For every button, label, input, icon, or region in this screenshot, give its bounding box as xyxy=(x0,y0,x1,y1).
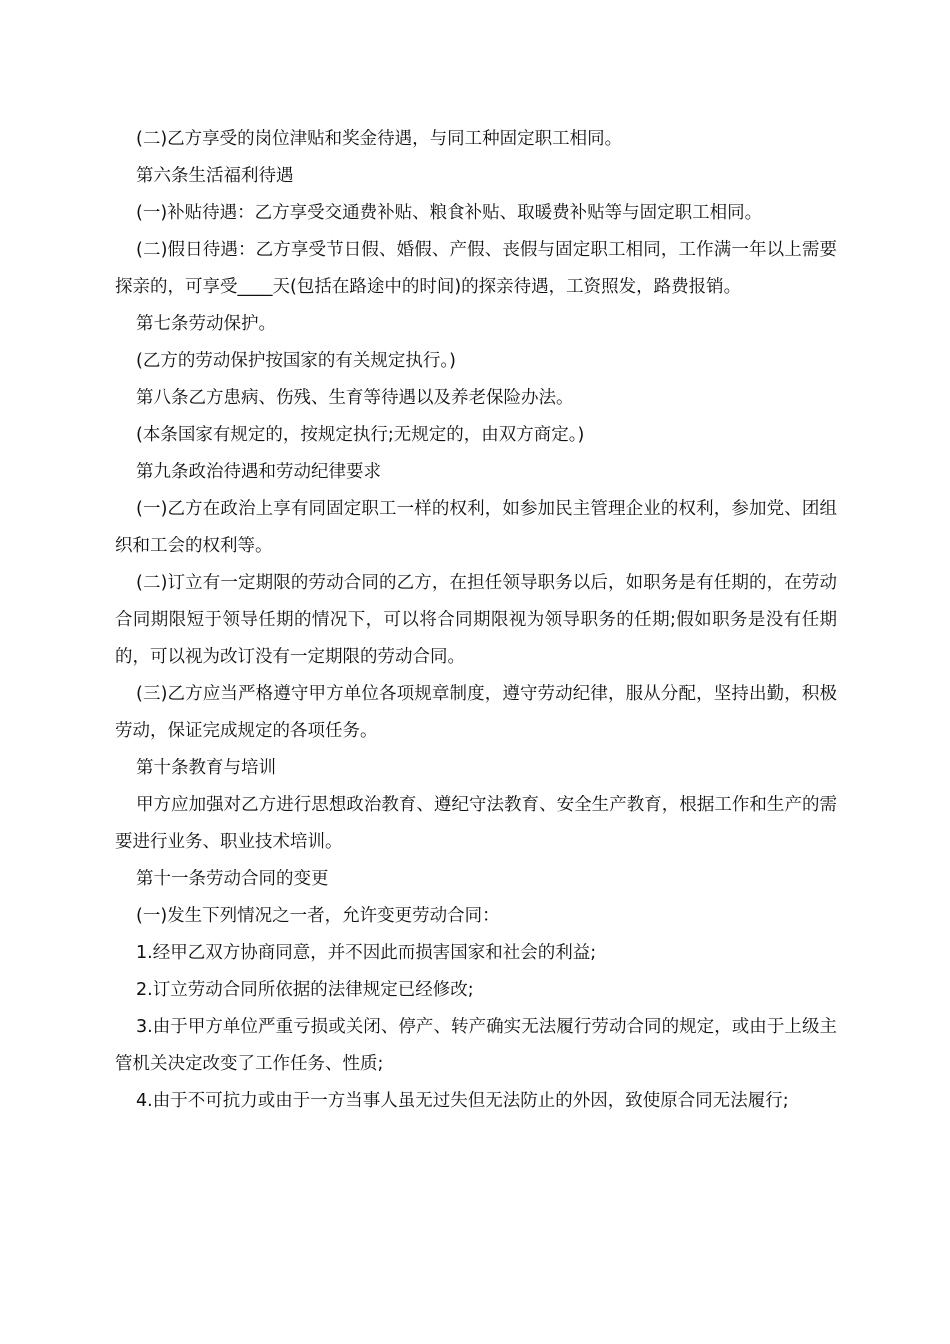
article-10-heading: 第十条教育与培训 xyxy=(136,758,276,778)
document-body xyxy=(115,121,837,1120)
article-8-heading: 第八条乙方患病、伤残、生育等待遇以及养老保险办法。 xyxy=(136,388,574,408)
article-9-heading: 第九条政治待遇和劳动纪律要求 xyxy=(136,462,381,482)
article-11-heading: 第十一条劳动合同的变更 xyxy=(136,869,329,889)
paragraph-political-rights: (一)乙方在政治上享有同固定职工一样的权利，如参加民主管理企业的权利，参加党、团组织和工会的权利等。 xyxy=(115,499,837,556)
paragraph-holiday: (二)假日待遇：乙方享受节日假、婚假、产假、丧假与固定职工相同，工作满一年以上需要探亲的，可享受____天(包括在路途中的时间)的探亲待遇，工资照发，路费报销。 xyxy=(115,240,837,297)
article-6-heading: 第六条生活福利待遇 xyxy=(136,166,294,186)
paragraph-bonus-allowance: (二)乙方享受的岗位津贴和奖金待遇，与同工种固定职工相同。 xyxy=(136,129,623,149)
list-item-3: 3.由于甲方单位严重亏损或关闭、停产、转产确实无法履行劳动合同的规定，或由于上级主管机关决定改变了工作任务、性质; xyxy=(115,1017,837,1074)
list-item-4: 4.由于不可抗力或由于一方当事人虽无过失但无法防止的外因，致使原合同无法履行; xyxy=(136,1091,789,1111)
paragraph-training: 甲方应加强对乙方进行思想政治教育、遵纪守法教育、安全生产教育，根据工作和生产的需要进行业务、职业技术培训。 xyxy=(115,795,837,852)
paragraph-labor-protection: (乙方的劳动保护按国家的有关规定执行。) xyxy=(136,351,456,371)
paragraph-leadership-term: (二)订立有一定期限的劳动合同的乙方，在担任领导职务以后，如职务是有任期的，在劳动合同期限短于领导任期的情况下，可以将合同期限视为领导职务的任期;假如职务是没有任期的，可以视为改订没有一定期限的劳动合同。 xyxy=(115,573,837,667)
article-7-heading: 第七条劳动保护。 xyxy=(136,314,276,334)
paragraph-subsidy: (一)补贴待遇：乙方享受交通费补贴、粮食补贴、取暖费补贴等与固定职工相同。 xyxy=(136,203,763,223)
list-item-2: 2.订立劳动合同所依据的法律规定已经修改; xyxy=(136,980,474,1000)
list-item-1: 1.经甲乙双方协商同意，并不因此而损害国家和社会的利益; xyxy=(136,943,597,963)
paragraph-change-conditions: (一)发生下列情况之一者，允许变更劳动合同： xyxy=(136,906,500,926)
paragraph-national-rules: (本条国家有规定的，按规定执行;无规定的，由双方商定。) xyxy=(136,425,585,445)
paragraph-discipline: (三)乙方应当严格遵守甲方单位各项规章制度，遵守劳动纪律，服从分配，坚持出勤，积极劳动，保证完成规定的各项任务。 xyxy=(115,684,837,741)
